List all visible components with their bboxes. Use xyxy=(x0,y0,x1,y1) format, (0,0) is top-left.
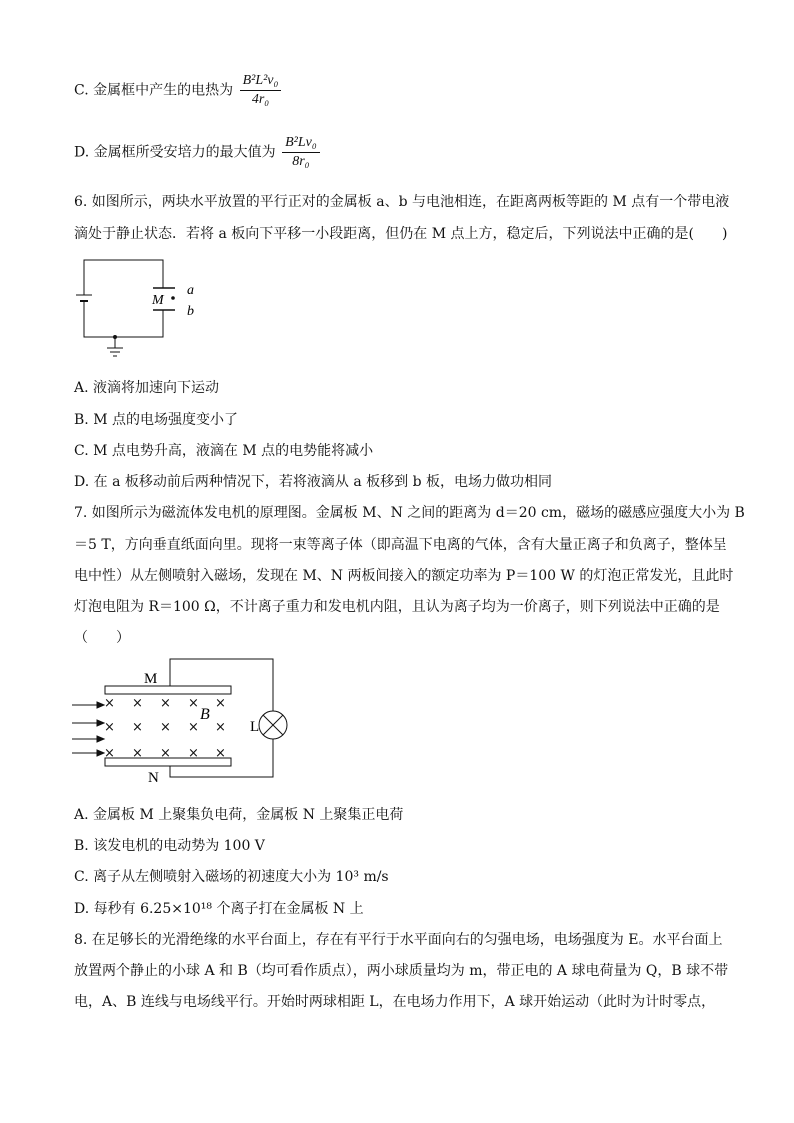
option-c xyxy=(74,72,281,109)
svg-text:×: × xyxy=(160,720,171,735)
option-d-text: D. 金属框所受安培力的最大值为 xyxy=(74,144,276,161)
label-m: M xyxy=(144,671,158,687)
svg-text:×: × xyxy=(160,746,171,761)
svg-text:×: × xyxy=(104,696,115,711)
q6-option-d: D. 在 a 板移动前后两种情况下，若将液滴从 a 板移到 b 板，电场力做功相同 xyxy=(74,474,552,490)
q7-stem-line1: 7. 如图所示为磁流体发电机的原理图。金属板 M、N 之间的距离为 d＝20 cm，磁场的磁感应强度大小为 B xyxy=(74,505,745,521)
option-c-text: C. 金属框中产生的电热为 xyxy=(74,82,234,99)
mhd-generator-diagram xyxy=(70,655,300,785)
q6-option-b: B. M 点的电场强度变小了 xyxy=(74,412,238,428)
label-m: M xyxy=(152,293,164,308)
fraction-numerator: B²L²v₀ xyxy=(240,72,282,91)
q7-option-d: D. 每秒有 6.25×10¹⁸ 个离子打在金属板 N 上 xyxy=(74,901,364,917)
label-n: N xyxy=(148,770,159,785)
svg-text:×: × xyxy=(215,746,226,761)
q7-stem-line4: 灯泡电阻为 R＝100 Ω，不计离子重力和发电机内阻，且认为离子均为一价离子，则下列说法中正确的是 xyxy=(74,599,720,615)
svg-text:×: × xyxy=(104,720,115,735)
svg-text:×: × xyxy=(132,696,143,711)
svg-text:×: × xyxy=(215,696,226,711)
svg-text:×: × xyxy=(132,746,143,761)
svg-text:×: × xyxy=(160,696,171,711)
option-d xyxy=(74,134,320,171)
option-c-fraction xyxy=(240,72,282,109)
svg-text:×: × xyxy=(104,746,115,761)
fraction-numerator: B²Lv₀ xyxy=(282,134,320,153)
option-d-fraction xyxy=(282,134,320,171)
svg-text:×: × xyxy=(132,720,143,735)
svg-text:×: × xyxy=(215,720,226,735)
q6-option-a: A. 液滴将加速向下运动 xyxy=(74,380,220,396)
svg-text:×: × xyxy=(188,720,199,735)
svg-text:×: × xyxy=(188,696,199,711)
svg-text:×: × xyxy=(188,746,199,761)
q7-option-c: C. 离子从左侧喷射入磁场的初速度大小为 10³ m/s xyxy=(74,869,389,885)
q7-option-b: B. 该发电机的电动势为 100 V xyxy=(74,838,265,854)
q7-stem-line3: 电中性）从左侧喷射入磁场，发现在 M、N 两板间接入的额定功率为 P＝100 W 的灯泡正常发光，且此时 xyxy=(74,568,734,584)
label-b: b xyxy=(187,304,194,319)
fraction-denominator: 4r₀ xyxy=(251,92,270,107)
label-b: B xyxy=(200,706,210,723)
q6-stem-line1: 6. 如图所示，两块水平放置的平行正对的金属板 a、b 与电池相连，在距离两板等距的 M 点有一个带电液 xyxy=(74,194,730,210)
q8-stem-line3: 电，A、B 连线与电场线平行。开始时两球相距 L，在电场力作用下，A 球开始运动（此时为计时零点， xyxy=(74,994,716,1010)
q8-stem-line1: 8. 在足够长的光滑绝缘的水平台面上，存在有平行于水平面向右的匀强电场，电场强度为 E。水平台面上 xyxy=(74,932,723,948)
capacitor-circuit-diagram xyxy=(70,255,210,365)
fraction-denominator: 8r₀ xyxy=(292,154,310,169)
q6-stem-line2: 滴处于静止状态．若将 a 板向下平移一小段距离，但仍在 M 点上方，稳定后，下列说法中正确的是( ) xyxy=(74,226,728,242)
q8-stem-line2: 放置两个静止的小球 A 和 B（均可看作质点），两小球质量均为 m，带正电的 A 球电荷量为 Q，B 球不带 xyxy=(74,963,729,979)
q7-stem-line5: （ ） xyxy=(74,630,130,646)
q7-stem-line2: ＝5 T，方向垂直纸面向里。现将一束等离子体（即高温下电离的气体，含有大量正离子和负离子，整体呈 xyxy=(74,537,727,553)
q6-option-c: C. M 点电势升高，液滴在 M 点的电势能将减小 xyxy=(74,443,374,459)
label-l: L xyxy=(250,719,260,735)
label-a: a xyxy=(187,283,194,298)
q7-option-a: A. 金属板 M 上聚集负电荷，金属板 N 上聚集正电荷 xyxy=(74,807,404,823)
